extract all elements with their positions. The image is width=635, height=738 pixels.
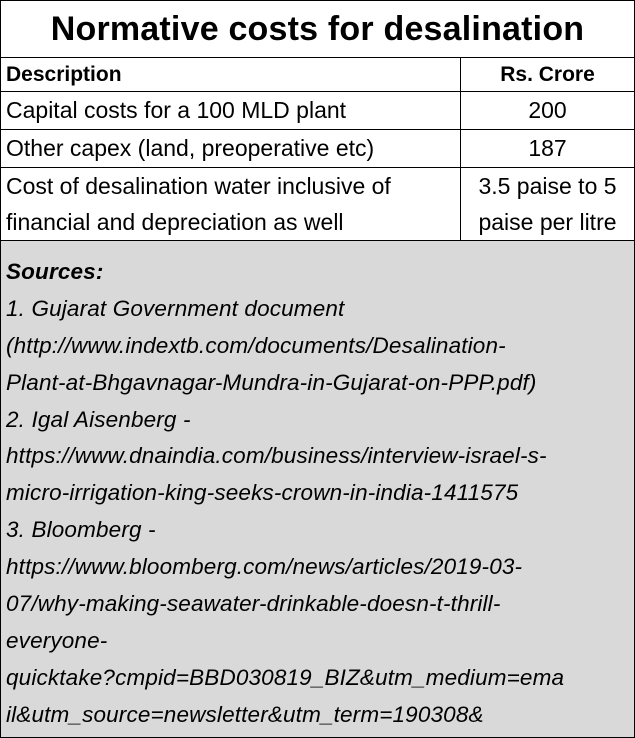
row-description-line: financial and depreciation as well xyxy=(6,209,344,235)
row-value-line: 3.5 paise to 5 xyxy=(478,173,617,199)
source-line: everyone- xyxy=(6,627,108,653)
source-line: (http://www.indextb.com/documents/Desalination- xyxy=(6,332,506,358)
source-line: 3. Bloomberg - xyxy=(6,517,156,543)
source-line: 07/why-making-seawater-drinkable-doesn-t-thrill- xyxy=(6,591,501,617)
source-line: https://www.bloomberg.com/news/articles/2019-03- xyxy=(6,554,523,580)
row-description xyxy=(1,168,461,240)
header-value: Rs. Crore xyxy=(500,62,595,86)
table-title: Normative costs for desalination xyxy=(1,1,634,58)
row-value: 187 xyxy=(528,135,567,161)
row-description-line: Cost of desalination water inclusive of xyxy=(6,173,391,199)
source-line: Plant-at-Bhgavnagar-Mundra-in-Gujarat-on-PPP.pdf) xyxy=(6,369,537,395)
source-line: quicktake?cmpid=BBD030819_BIZ&utm_medium=ema xyxy=(6,664,565,690)
sources-heading: Sources: xyxy=(6,259,104,284)
source-line: 2. Igal Aisenberg - xyxy=(6,406,191,432)
row-value: 200 xyxy=(528,97,567,123)
row-value xyxy=(461,168,634,240)
source-line: https://www.dnaindia.com/business/interview-israel-s- xyxy=(6,443,547,469)
table-row xyxy=(1,168,634,241)
row-description: Other capex (land, preoperative etc) xyxy=(1,130,461,167)
source-line: micro-irrigation-king-seeks-crown-in-india-1411575 xyxy=(6,480,519,506)
table-row xyxy=(1,130,634,168)
table-header-row xyxy=(1,58,634,92)
table-row xyxy=(1,92,634,130)
sources-section xyxy=(1,241,634,737)
source-line: il&utm_source=newsletter&utm_term=190308& xyxy=(6,701,484,727)
header-description: Description xyxy=(1,58,461,91)
row-description: Capital costs for a 100 MLD plant xyxy=(1,92,461,129)
source-line: 1. Gujarat Government document xyxy=(6,295,345,321)
row-value-line: paise per litre xyxy=(478,209,617,235)
